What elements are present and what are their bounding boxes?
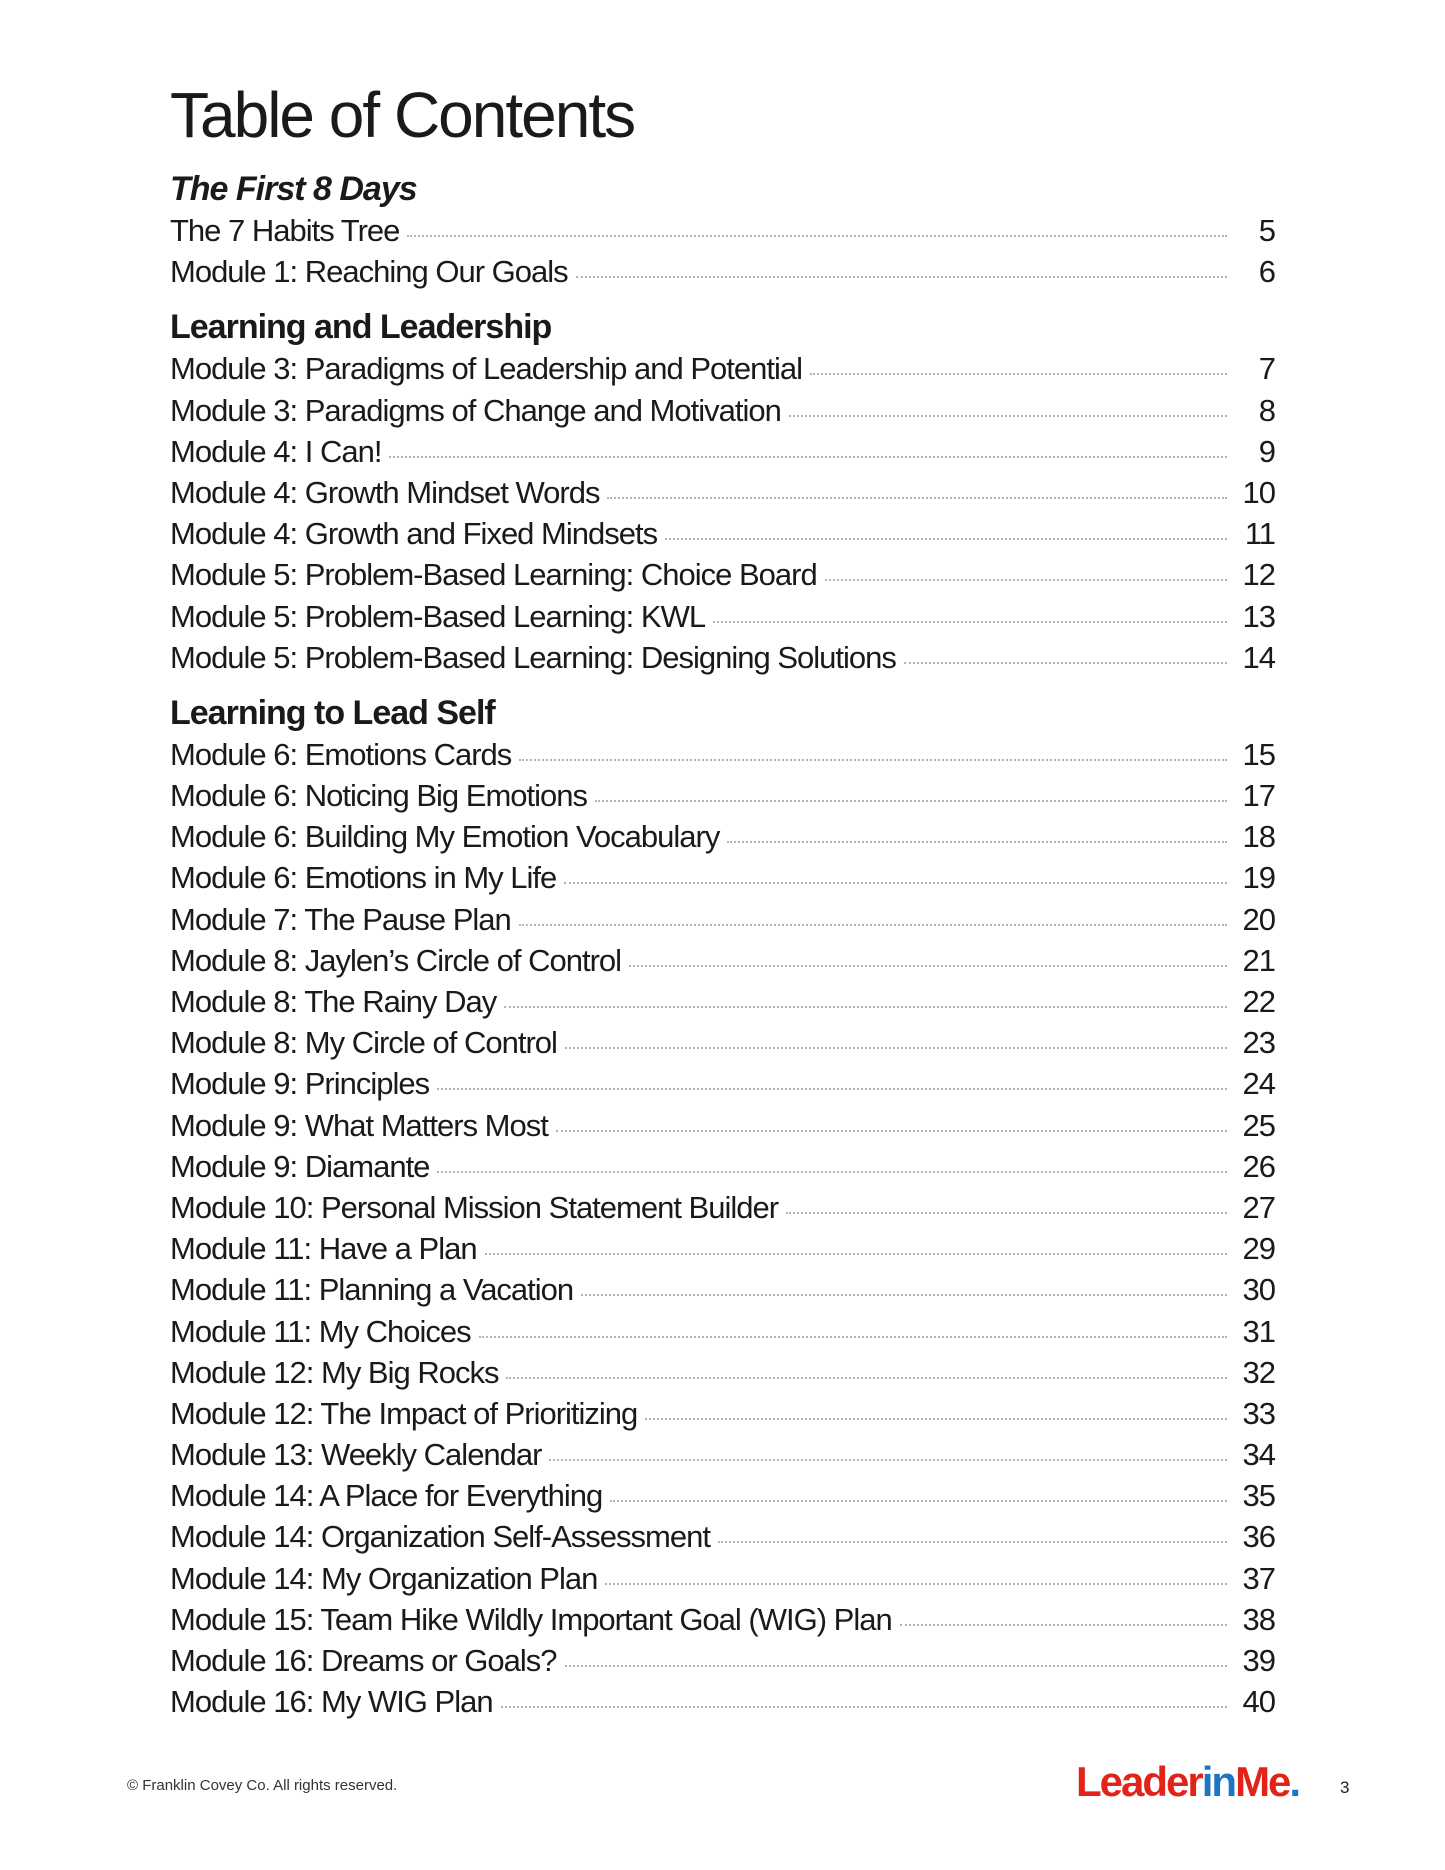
toc-entry-page: 22 xyxy=(1242,984,1275,1019)
logo-text-in: in xyxy=(1201,1758,1236,1805)
dot-leader xyxy=(565,1665,1227,1667)
toc-entry[interactable] xyxy=(170,1434,1275,1475)
dot-leader xyxy=(786,1212,1227,1214)
section-heading: The First 8 Days xyxy=(170,170,417,208)
dot-leader xyxy=(900,1624,1227,1626)
toc-entry[interactable] xyxy=(170,554,1275,595)
toc-entry-title: Module 9: Principles xyxy=(170,1066,430,1102)
dot-leader xyxy=(718,1541,1227,1543)
toc-entry-title: Module 4: I Can! xyxy=(170,433,382,469)
toc-entry-page: 8 xyxy=(1258,392,1275,428)
toc-entry[interactable] xyxy=(170,1022,1275,1063)
toc-entry-page: 18 xyxy=(1242,819,1275,855)
toc-entry-title: Module 7: The Pause Plan xyxy=(170,901,511,937)
toc-entry[interactable] xyxy=(170,1393,1275,1434)
toc-entry-title: Module 4: Growth and Fixed Mindsets xyxy=(170,516,658,552)
toc-entry[interactable] xyxy=(170,1146,1275,1187)
toc-entry[interactable] xyxy=(170,472,1275,513)
toc-entry-page: 13 xyxy=(1242,598,1275,634)
toc-entry-page: 20 xyxy=(1242,901,1275,937)
toc-entry-title: Module 12: The Impact of Prioritizing xyxy=(170,1395,638,1431)
toc-entry-title: Module 5: Problem-Based Learning: KWL xyxy=(170,598,706,634)
dot-leader xyxy=(581,1294,1227,1296)
toc-entry-page: 7 xyxy=(1258,351,1275,387)
toc-entry-page: 30 xyxy=(1242,1272,1275,1308)
toc-entry[interactable] xyxy=(170,390,1275,431)
toc-entry-page: 37 xyxy=(1242,1560,1275,1596)
toc-entry[interactable] xyxy=(170,1311,1275,1352)
dot-leader xyxy=(504,1006,1227,1008)
toc-entry[interactable] xyxy=(170,940,1275,981)
dot-leader xyxy=(556,1130,1227,1132)
toc-entry-page: 29 xyxy=(1242,1231,1275,1267)
dot-leader xyxy=(407,235,1227,237)
toc-entry[interactable] xyxy=(170,857,1275,898)
toc-entry[interactable] xyxy=(170,210,1275,251)
toc-entry[interactable] xyxy=(170,775,1275,816)
toc-entry-page: 31 xyxy=(1242,1313,1275,1349)
toc-entry-page: 21 xyxy=(1242,942,1275,978)
logo-dot: . xyxy=(1289,1758,1300,1805)
dot-leader xyxy=(519,759,1227,761)
dot-leader xyxy=(564,882,1227,884)
leader-in-me-logo xyxy=(1076,1758,1299,1806)
toc-section xyxy=(170,692,1275,1723)
toc-entry[interactable] xyxy=(170,734,1275,775)
dot-leader xyxy=(437,1171,1227,1173)
toc-entry-page: 15 xyxy=(1242,736,1275,772)
section-heading: Learning to Lead Self xyxy=(170,693,495,732)
toc-entry[interactable] xyxy=(170,348,1275,389)
dot-leader xyxy=(485,1253,1227,1255)
toc-entry-page: 12 xyxy=(1242,557,1275,593)
toc-entry-title: Module 11: Planning a Vacation xyxy=(170,1272,574,1308)
toc-entry-page: 6 xyxy=(1258,254,1275,290)
toc-entry[interactable] xyxy=(170,431,1275,472)
toc-entry-page: 24 xyxy=(1242,1066,1275,1102)
dot-leader xyxy=(713,621,1227,623)
toc-entry-title: Module 14: Organization Self-Assessment xyxy=(170,1519,710,1555)
toc-entry-title: Module 9: What Matters Most xyxy=(170,1107,548,1143)
toc-entry-page: 32 xyxy=(1242,1354,1275,1390)
toc-entry[interactable] xyxy=(170,816,1275,857)
toc-entry-page: 17 xyxy=(1242,778,1275,814)
page-number: 3 xyxy=(1340,1778,1350,1797)
toc-entry[interactable] xyxy=(170,1599,1275,1640)
dot-leader xyxy=(629,965,1227,967)
dot-leader xyxy=(665,538,1227,540)
toc-entry-page: 25 xyxy=(1242,1107,1275,1143)
copyright-notice: © Franklin Covey Co. All rights reserved. xyxy=(127,1777,398,1794)
toc-entry[interactable] xyxy=(170,1063,1275,1104)
page-title: Table of Contents xyxy=(170,79,635,151)
dot-leader xyxy=(607,497,1227,499)
dot-leader xyxy=(610,1500,1227,1502)
logo-text-me: Me xyxy=(1235,1758,1290,1805)
toc-entry-page: 35 xyxy=(1242,1478,1275,1514)
toc-entry-page: 19 xyxy=(1242,860,1275,896)
dot-leader xyxy=(576,276,1227,278)
toc-entry-page: 26 xyxy=(1242,1148,1275,1184)
toc-entry[interactable] xyxy=(170,1269,1275,1310)
toc-entry-page: 33 xyxy=(1242,1395,1275,1431)
dot-leader xyxy=(904,662,1227,664)
toc-entry-page: 23 xyxy=(1242,1025,1275,1061)
toc-entry-page: 11 xyxy=(1244,516,1275,552)
toc-entry-title: Module 11: My Choices xyxy=(170,1313,471,1349)
dot-leader xyxy=(789,415,1227,417)
toc-entry-page: 14 xyxy=(1242,639,1275,675)
toc-entry-title: Module 8: Jaylen’s Circle of Control xyxy=(170,942,622,978)
toc-entry-title: Module 6: Emotions in My Life xyxy=(170,860,557,896)
toc-entry[interactable] xyxy=(170,1228,1275,1269)
dot-leader xyxy=(501,1706,1227,1708)
toc-entry-title: Module 14: My Organization Plan xyxy=(170,1560,598,1596)
toc-entry[interactable] xyxy=(170,513,1275,554)
toc-entry-title: Module 12: My Big Rocks xyxy=(170,1354,499,1390)
dot-leader xyxy=(549,1459,1227,1461)
toc-entry[interactable] xyxy=(170,596,1275,637)
toc-entry-page: 10 xyxy=(1242,474,1275,510)
toc-entry-page: 5 xyxy=(1258,213,1275,248)
toc-entry[interactable] xyxy=(170,899,1275,940)
section-heading: Learning and Leadership xyxy=(170,308,552,347)
dot-leader xyxy=(519,924,1227,926)
toc-entry-page: 39 xyxy=(1242,1643,1275,1678)
toc-entry-page: 38 xyxy=(1242,1601,1275,1637)
toc-entry[interactable] xyxy=(170,637,1275,678)
toc-entry-title: Module 11: Have a Plan xyxy=(170,1231,477,1267)
toc-entry-title: Module 16: My WIG Plan xyxy=(170,1684,493,1720)
dot-leader xyxy=(437,1088,1227,1090)
toc-entry-title: Module 5: Problem-Based Learning: Designing Solutions xyxy=(170,639,896,675)
dot-leader xyxy=(645,1418,1227,1420)
toc-entry-title: Module 1: Reaching Our Goals xyxy=(170,254,568,290)
toc-entry-page: 27 xyxy=(1242,1189,1275,1225)
toc-entry[interactable] xyxy=(170,1352,1275,1393)
dot-leader xyxy=(810,373,1227,375)
toc-entry-page: 36 xyxy=(1242,1519,1275,1555)
toc-entry-title: Module 6: Noticing Big Emotions xyxy=(170,778,588,814)
toc-section xyxy=(170,306,1275,678)
toc-entry[interactable] xyxy=(170,1558,1275,1599)
toc-entry-title: Module 6: Emotions Cards xyxy=(170,736,512,772)
toc-entry[interactable] xyxy=(170,251,1275,292)
toc-entry[interactable] xyxy=(170,1681,1275,1722)
toc-entry-title: Module 14: A Place for Everything xyxy=(170,1478,603,1514)
toc-entry[interactable] xyxy=(170,1516,1275,1557)
toc-entry-page: 9 xyxy=(1258,433,1275,469)
toc-entry-title: Module 8: My Circle of Control xyxy=(170,1025,557,1061)
dot-leader xyxy=(727,841,1227,843)
toc-entry-page: 34 xyxy=(1242,1437,1275,1473)
toc-entry-title: Module 10: Personal Mission Statement Builder xyxy=(170,1189,779,1225)
dot-leader xyxy=(389,456,1227,458)
logo-text-leader: Leader xyxy=(1076,1758,1202,1805)
toc-entry-title: Module 8: The Rainy Day xyxy=(170,984,497,1019)
toc-entry[interactable] xyxy=(170,1475,1275,1516)
toc-entry-title: Module 9: Diamante xyxy=(170,1148,430,1184)
toc-entry-title: Module 3: Paradigms of Leadership and Potential xyxy=(170,351,802,387)
dot-leader xyxy=(825,579,1227,581)
toc-entry-title: The 7 Habits Tree xyxy=(170,213,400,248)
toc-entry[interactable] xyxy=(170,981,1275,1022)
toc-entry-page: 40 xyxy=(1242,1684,1275,1720)
toc-entry-title: Module 15: Team Hike Wildly Important Goal (WIG) Plan xyxy=(170,1601,892,1637)
toc-entry-title: Module 13: Weekly Calendar xyxy=(170,1437,542,1473)
toc-section xyxy=(170,168,1275,292)
table-of-contents xyxy=(170,168,1275,1722)
toc-entry-title: Module 4: Growth Mindset Words xyxy=(170,474,600,510)
toc-entry-title: Module 6: Building My Emotion Vocabulary xyxy=(170,819,720,855)
dot-leader xyxy=(565,1047,1227,1049)
dot-leader xyxy=(506,1377,1227,1379)
toc-entry-title: Module 3: Paradigms of Change and Motivation xyxy=(170,392,781,428)
toc-entry[interactable] xyxy=(170,1640,1275,1681)
dot-leader xyxy=(595,800,1227,802)
dot-leader xyxy=(605,1583,1227,1585)
toc-entry[interactable] xyxy=(170,1105,1275,1146)
dot-leader xyxy=(479,1336,1227,1338)
toc-entry-title: Module 16: Dreams or Goals? xyxy=(170,1643,557,1678)
toc-entry-title: Module 5: Problem-Based Learning: Choice Board xyxy=(170,557,817,593)
toc-entry[interactable] xyxy=(170,1187,1275,1228)
